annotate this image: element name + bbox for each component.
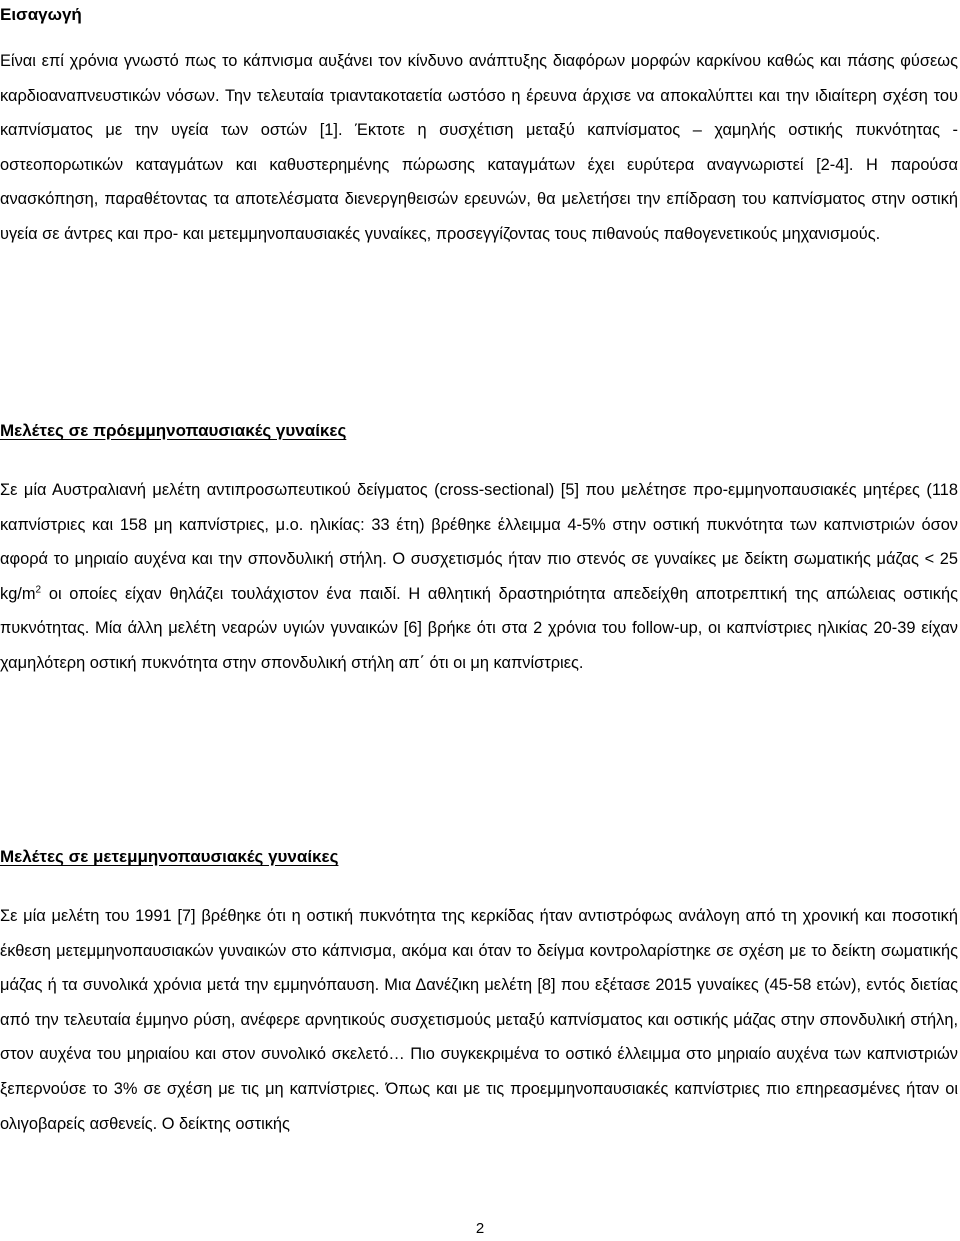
heading-text: Μελέτες σε μετεμμηνοπαυσιακές γυναίκες bbox=[0, 847, 339, 866]
paragraph-text-continued: οι οποίες είχαν θηλάζει τουλάχιστον ένα παιδί. Η αθλητική δραστηριότητα απεδείχθη αποτρεπτική της απώλειας οστικής πυκνότητας. Μία άλλη μελέτη νεαρών υγιών γυναικών [6] βρήκε ότι στα 2 χρόνια του follow-up, οι καπνίστριες ηλικίας 20-39 είχαν χαμηλότερη οστική πυκνότητα στην σπονδυλική στήλη απ΄ ότι οι μη καπνίστριες. bbox=[0, 584, 958, 672]
section-heading-postmenopausal bbox=[0, 845, 338, 869]
paragraph-introduction: Είναι επί χρόνια γνωστό πως το κάπνισμα αυξάνει τον κίνδυνο ανάπτυξης διαφόρων μορφών καρκίνου καθώς και πάσης φύσεως καρδιοαναπνευστικών νόσων. Την τελευταία τριαντακοταετία ωστόσο η έρευνα άρχισε να αποκαλύπτει και την ιδιαίτερη σχέση του καπνίσματος με την υγεία των οστών [1]. Έκτοτε η συσχέτιση μεταξύ καπνίσματος – χαμηλής οστικής πυκνότητας - οστεοπορωτικών καταγμάτων και καθυστερημένης πώρωσης καταγμάτων έχει ευρύτερα αναγνωριστεί [2-4]. Η παρούσα ανασκόπηση, παραθέτοντας τα αποτελέσματα διενεργηθεισών ερευνών, θα μελετήσει την επίδραση του καπνίσματος στην οστική υγεία σε άντρες και προ- και μετεμμηνοπαυσιακές γυναίκες, προσεγγίζοντας τους πιθανούς παθογενετικούς μηχανισμούς. bbox=[0, 52, 958, 243]
page-number: 2 bbox=[475, 1220, 485, 1237]
section-heading-introduction: Εισαγωγή bbox=[0, 5, 82, 24]
heading-text: Μελέτες σε πρόεμμηνοπαυσιακές γυναίκες bbox=[0, 421, 347, 440]
paragraph-text: Σε μία Αυστραλιανή μελέτη αντιπροσωπευτικού δείγματος (cross-sectional) [5] που μελέτησε προ-εμμηνοπαυσιακές μητέρες (118 καπνίστριες και 158 μη καπνίστριες, μ.ο. ηλικίας: 33 έτη) βρέθηκε έλλειμμα 4-5% στην οστική πυκνότητα των καπνιστριών όσον αφορά το μηριαίο αυχένα και την σπονδυλική στήλη. Ο συσχετισμός ήταν πιο στενός σε γυναίκες με δείκτη σωματικής μάζας < 25 kg/m bbox=[0, 481, 958, 603]
paragraph-premenopausal bbox=[0, 473, 958, 681]
superscript-exponent: 2 bbox=[35, 584, 42, 596]
paragraph-postmenopausal: Σε μία μελέτη του 1991 [7] βρέθηκε ότι η οστική πυκνότητα της κερκίδας ήταν αντιστρόφως ανάλογη από τη χρονική και ποσοτική έκθεση μετεμμηνοπαυσιακών γυναικών στο κάπνισμα, ακόμα και όταν το δείγμα κοντρολαρίστηκε σε σχέση με το δείκτη σωματικής μάζας ή τα συνολικά χρόνια μετά την εμμηνόπαυση. Μια Δανέζικη μελέτη [8] που εξέτασε 2015 γυναίκες (45-58 ετών), εντός διετίας από την τελευταία έμμηνο ρύση, ανέφερε αρνητικούς συσχετισμούς μεταξύ καπνίσματος και οστικής μάζας στην σπονδυλική στήλη, στον αυχένα του μηριαίου και στον συνολικό σκελετό… Πιο συγκεκριμένα το οστικό έλλειμμα στο μηριαίο αυχένα των καπνιστριών ξεπερνούσε το 3% σε σχέση με τις μη καπνίστριες. Όπως και με τις προεμμηνοπαυσιακές καπνίστριες πιο επηρεασμένες ήταν οι ολιγοβαρείς ασθενείς. Ο δείκτης οστικής bbox=[0, 907, 958, 1133]
section-heading-premenopausal bbox=[0, 419, 346, 443]
